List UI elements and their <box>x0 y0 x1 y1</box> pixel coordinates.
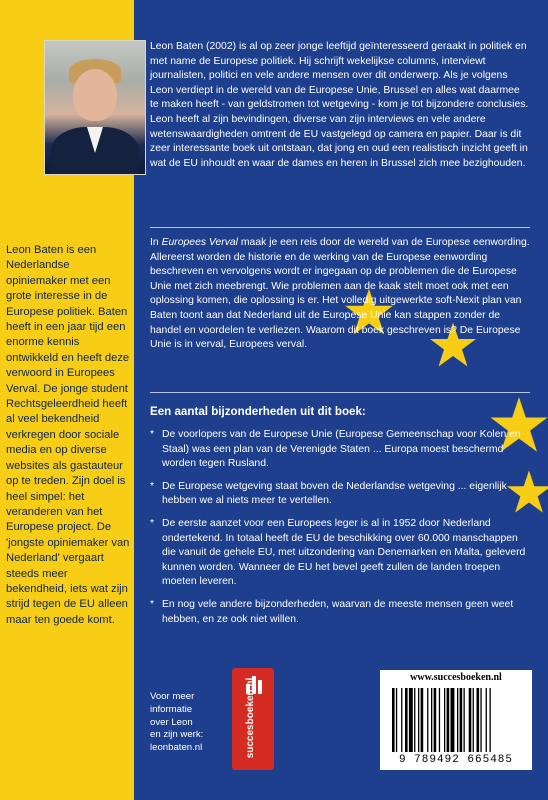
author-bio: Leon Baten is een Nederlandse opiniemaker met een grote interesse in de Europese politiek. Baten heeft in een jaar tijd een enorme kennis ontwikkeld en heeft deze verwoord in Europees Verval. De jonge student Rechtsgeleerdheid heeft al veel bekendheid verkregen door sociale media en op diverse websites als gastauteur op te treden. Zijn doel is heel simpel: het veranderen van het Europese project. De 'jongste opiniemaker van Nederland' vergaart steeds meer bekendheid, iets wat zijn strijd tegen de EU alleen maar ten goede komt. <box>6 244 130 626</box>
bullet-mark: * <box>150 429 155 440</box>
more-info-line: over Leon <box>150 716 193 728</box>
author-intro <box>150 40 530 171</box>
barcode-icon <box>390 688 522 752</box>
bullet-mark: * <box>150 517 155 529</box>
divider <box>150 227 530 228</box>
details-heading: Een aantal bijzonderheden uit dit boek: <box>150 405 366 418</box>
description-text: maak je een reis door de wereld van de Europese eenwording. Allereerst worden de historie en de werking van de Europese eenwording beschreven en vervolgens wordt er ingegaan op de problemen die de Europese Unie met zich meebrengt. Wie problemen aan de kaak stelt moet ook met een oplossing komen, die oplossing is er. Het volledig uitgewerkte soft-Nexit plan van Baten toont aan dat Nederland uit de Europese Unie kan stappen zonder de handel en voordelen te verliezen. Waarom dit boek geschreven is? De Europese Unie is in verval, Europees verval. <box>150 237 530 351</box>
book-title: Europees Verval <box>161 237 238 248</box>
more-info-line: en zijn werk: <box>150 729 204 741</box>
list-item <box>150 480 530 509</box>
details-list <box>150 428 530 635</box>
list-item <box>150 428 530 472</box>
more-info-line: Voor meer <box>150 691 195 702</box>
list-item-text: En nog vele andere bijzonderheden, waarvan de meeste mensen geen weet hebben, en ze ook niet willen. <box>162 598 514 625</box>
list-item <box>150 598 530 627</box>
book-description <box>150 236 530 353</box>
publisher-logo <box>232 668 274 770</box>
list-item <box>150 517 530 590</box>
bullet-mark: * <box>150 598 155 610</box>
list-item-text: De voorlopers van de Europese Unie (Europese Gemeenschap voor Kolen en Staal) was een plan van de Verenigde Staten ... Europa moest beschermd worden tegen Rusland. <box>162 429 521 470</box>
barcode-box <box>380 670 532 770</box>
isbn-number: 9 789492 665485 <box>398 754 514 766</box>
publisher-logo-text: succesboeken.nl <box>245 677 256 759</box>
intro-paragraph: Leon Baten (2002) is al op zeer jonge leeftijd geïnteresseerd geraakt in politiek en met name de Europese politiek. Hij schrijft wekelijkse columns, interviewt journalisten, politici en vele andere mensen over dit onderwerp. Als je volgens Leon verdiept in de wereld van de Europese Unie, Brussel en alles wat daarmee te maken heeft - van geldstromen tot wetgeving - kom je tot bijzondere conclusies. <box>150 41 529 111</box>
intro-paragraph: Leon heeft al zijn bevindingen, diverse van zijn interviews en vele andere wetenswaardigheden omtrent de EU vastgelegd op camera en papier. Daar is dit zeer interessante boek uit ontstaan, dat jong en oud een realistisch inzicht geeft in wat de EU inhoudt en waar de dames en heren in Brussel zich mee bezighouden. <box>150 113 528 169</box>
bullet-mark: * <box>150 480 155 492</box>
list-item-text: De Europese wetgeving staat boven de Nederlandse wetgeving ... eigenlijk hebben we al niets meer te vertellen. <box>162 480 507 507</box>
author-photo <box>44 40 146 175</box>
more-info <box>150 691 220 755</box>
description-prefix: In <box>150 237 162 248</box>
publisher-url: www.succesboeken.nl <box>410 672 502 683</box>
more-info-line: informatie <box>150 703 193 715</box>
website-link[interactable]: leonbaten.nl <box>150 742 203 754</box>
divider <box>150 392 530 393</box>
list-item-text: De eerste aanzet voor een Europees leger is al in 1952 door Nederland ondertekend. In totaal heeft de EU de beschikking over 60.000 manschappen die vanuit de gehele EU, met uitzondering van Denemarken en Malta, geleverd kunnen worden. Wanneer de EU het bevel geeft zullen de landen troepen moeten leveren. <box>162 517 526 588</box>
